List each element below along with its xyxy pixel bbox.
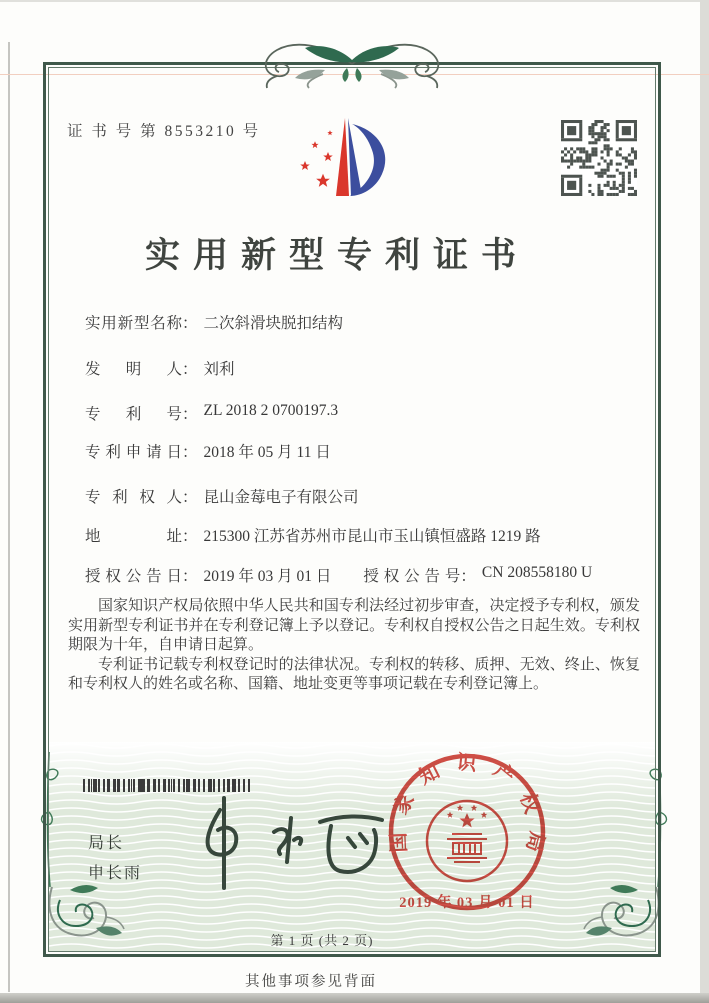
field-row-name (85, 311, 343, 333)
officer-title: 局长 (88, 835, 125, 852)
officer-block (88, 829, 142, 889)
seal-date: 2019 年 03 月 01 日 (399, 895, 535, 911)
official-seal (382, 747, 554, 919)
field-colon: ： (182, 528, 198, 545)
field-value: 昆山金莓电子有限公司 (203, 489, 359, 506)
field-colon: ： (182, 444, 198, 461)
field-colon: ： (182, 361, 198, 378)
field-row-patent-no (85, 402, 338, 424)
top-ornament-flourish (225, 34, 479, 90)
field-label: 专利申请日 (85, 444, 182, 461)
field-row-filing-date (85, 440, 331, 462)
seal-ring-text: 国家知识产权局 (387, 751, 548, 870)
field-colon: ： (182, 568, 198, 585)
field-row-inventor (85, 357, 235, 379)
scan-edge-right (700, 0, 709, 1003)
officer-name: 申长雨 (88, 865, 143, 882)
page-number: 第 1 页 (共 2 页) (270, 933, 374, 948)
field-label: 发明人 (85, 361, 182, 378)
director-signature (190, 788, 390, 898)
seal-emblem-stars (447, 805, 488, 828)
field-row-address (85, 524, 541, 546)
field-label: 专利号 (85, 406, 182, 423)
field-label: 地址 (85, 528, 182, 545)
field-value: 2018 年 05 月 11 日 (203, 444, 331, 461)
field-row-grant (85, 564, 592, 586)
qr-code (561, 120, 637, 196)
certificate-title: 实用新型专利证书 (144, 236, 530, 275)
field-label: 专利权人 (85, 489, 182, 506)
field-colon: ： (182, 406, 198, 423)
body-paragraph-2: 专利证书记载专利权登记时的法律状况。专利权的转移、质押、无效、终止、恢复和专利权人的姓名或名称、国籍、地址变更等事项记载在专利登记簿上。 (68, 656, 640, 692)
field-label: 实用新型名称 (85, 315, 182, 332)
field-value: 刘利 (203, 361, 235, 378)
certificate-body (68, 597, 640, 695)
svg-text:国家知识产权局 (386, 750, 549, 869)
field-value: 215300 江苏省苏州市昆山市玉山镇恒盛路 1219 路 (203, 528, 541, 545)
back-side-note: 其他事项参见背面 (245, 974, 377, 990)
scan-edge-left (8, 42, 10, 992)
field-label: 授权公告日 (85, 568, 182, 585)
field-label: 授权公告号 (363, 568, 461, 585)
certificate-number: 证 书 号 第 8553210 号 (67, 123, 261, 140)
field-value: ZL 2018 2 0700197.3 (203, 402, 339, 419)
field-colon: ： (460, 568, 476, 585)
grant-number-value: CN 208558180 U (481, 564, 593, 581)
pink-guide-line (0, 74, 709, 75)
field-row-patentee (85, 485, 359, 507)
scan-edge-top (0, 0, 709, 2)
cnipa-logo (294, 110, 398, 200)
field-colon: ： (182, 315, 198, 332)
seal-emblem-gate (447, 834, 487, 862)
field-colon: ： (182, 489, 198, 506)
scan-edge-bottom (0, 993, 709, 1003)
field-value: 二次斜滑块脱扣结构 (203, 315, 344, 332)
body-paragraph-1: 国家知识产权局依照中华人民共和国专利法经过初步审查，决定授予专利权，颁发实用新型专利证书并在专利登记簿上予以登记。专利权自授权公告之日起生效。专利权期限为十年，自申请日起算。 (68, 598, 640, 653)
grant-date-value: 2019 年 03 月 01 日 (203, 568, 332, 585)
